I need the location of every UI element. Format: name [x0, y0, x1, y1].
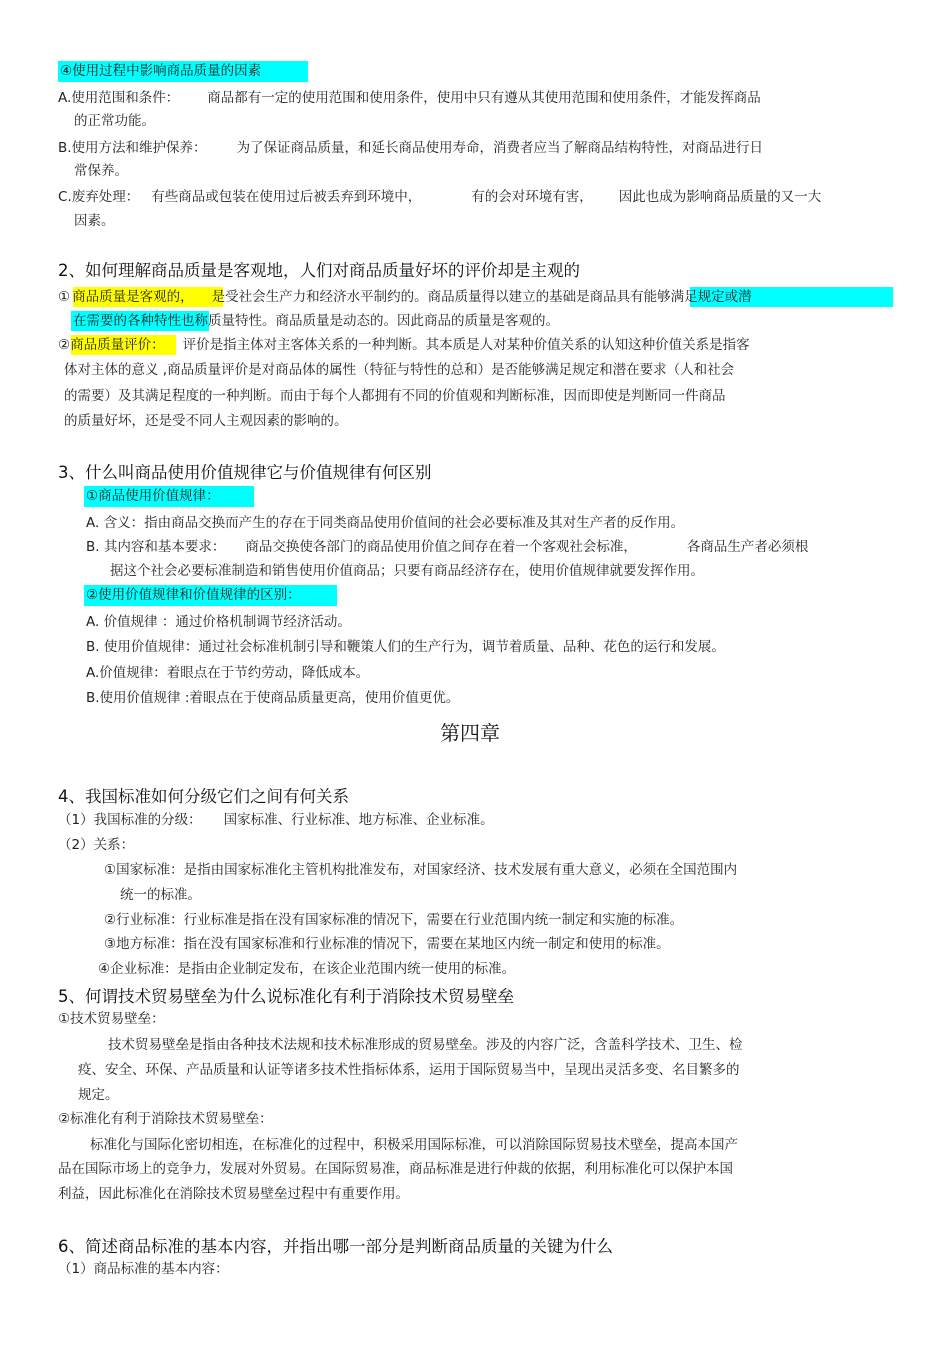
paragraph-line: 的需要）及其满足程度的一种判断。而由于每个人都拥有不同的价值观和判断标准，因而即使是判断同一件商品 [64, 388, 726, 404]
question-4-heading: 4、我国标准如何分级它们之间有何关系 [58, 787, 349, 806]
paragraph-line: 据这个社会必要标准制造和销售使用价值商品；只要有商品经济存在，使用价值规律就要发挥作用。 [110, 563, 704, 579]
paragraph-line: ④企业标准：是指由企业制定发布，在该企业范围内统一使用的标准。 [98, 961, 516, 977]
question-5-heading: 5、何谓技术贸易壁垒为什么说标准化有利于消除技术贸易壁垒 [58, 987, 514, 1006]
paragraph-line: ① 商品质量是客观的， 是受社会生产力和经济水平制约的。商品质量得以建立的基础是商品具有能够满足规定或潜 [58, 289, 752, 305]
paragraph-line: A. 含义：指由商品交换而产生的存在于同类商品使用价值间的社会必要标准及其对生产者的反作用。 [86, 515, 685, 531]
subheading-factors: ④使用过程中影响商品质量的因素 [60, 63, 262, 79]
item-label: A.使用范围和条件： [58, 90, 180, 106]
paragraph-line: 标准化与国际化密切相连，在标准化的过程中，积极采用国际标准，可以消除国际贸易技术壁垒，提高本国产 [90, 1137, 738, 1153]
paragraph-line: 在需要的各种特性也称质量特性。商品质量是动态的。因此商品的质量是客观的。 [73, 313, 559, 329]
question-6-heading: 6、简述商品标准的基本内容，并指出哪一部分是判断商品质量的关键为什么 [58, 1237, 613, 1256]
chapter-title: 第四章 [440, 721, 500, 745]
paragraph-line: 的正常功能。 [74, 113, 155, 129]
paragraph-line: 体对主体的意义 ,商品质量评价是对商品体的属性（特征与特性的总和）是否能够满足规定和潜在要求（人和社会 [64, 362, 735, 378]
paragraph-line: 常保养。 [74, 163, 128, 179]
paragraph-line: 规定。 [78, 1087, 119, 1103]
paragraph-line: 的质量好坏，还是受不同人主观因素的影响的。 [64, 413, 348, 429]
highlighted-term: 商品质量是客观的， [72, 289, 194, 305]
paragraph-line: ②商品质量评价： 评价是指主体对主客体关系的一种判断。其本质是人对某种价值关系的认知这种价值关系是指客 [58, 337, 750, 353]
paragraph-line: ①国家标准：是指由国家标准化主管机构批准发布，对国家经济、技术发展有重大意义，必须在全国范围内 [104, 862, 738, 878]
paragraph-line: ②行业标准：行业标准是指在没有国家标准的情况下，需要在行业范围内统一制定和实施的标准。 [104, 912, 684, 928]
paragraph-line: ③地方标准：指在没有国家标准和行业标准的情况下，需要在某地区内统一制定和使用的标准。 [104, 936, 670, 952]
paragraph-line: B. 使用价值规律：通过社会标准机制引导和鞭策人们的生产行为，调节着质量、品种、花色的运行和发展。 [86, 639, 725, 655]
paragraph-line: 品在国际市场上的竞争力，发展对外贸易。在国际贸易准，商品标准是进行仲裁的依据，利用标准化可以保护本国 [58, 1161, 733, 1177]
paragraph-line: B.使用价值规律 :着眼点在于使商品质量更高，使用价值更优。 [86, 690, 460, 706]
paragraph-line: B. 其内容和基本要求： 商品交换使各部门的商品使用价值之间存在着一个客观社会标准， 各商品生产者必须根 [86, 539, 809, 555]
paragraph-line: 利益，因此标准化在消除技术贸易壁垒过程中有重要作用。 [58, 1186, 409, 1202]
highlighted-term: 商品质量评价： [70, 337, 165, 353]
paragraph-line: 统一的标准。 [120, 887, 201, 903]
paragraph-line: A.使用范围和条件： 商品都有一定的使用范围和使用条件，使用中只有遵从其使用范围和使用条件，才能发挥商品 [58, 90, 761, 106]
item-label: B.使用方法和维护保养： [58, 140, 207, 156]
paragraph-line: A.价值规律：着眼点在于节约劳动，降低成本。 [86, 665, 370, 681]
paragraph-line: C.废弃处理： 有些商品或包装在使用过后被丢弃到环境中， 有的会对环境有害， 因此也成为影响商品质量的又一大 [58, 189, 822, 205]
paragraph-line: （1）我国标准的分级： 国家标准、行业标准、地方标准、企业标准。 [58, 812, 494, 828]
subheading-difference: ②使用价值规律和价值规律的区别： [86, 587, 301, 603]
paragraph-line: 因素。 [74, 213, 115, 229]
paragraph-line: ②标准化有利于消除技术贸易壁垒： [58, 1111, 273, 1127]
question-2-heading: 2、如何理解商品质量是客观地，人们对商品质量好坏的评价却是主观的 [58, 261, 580, 280]
paragraph-line: ①技术贸易壁垒： [58, 1011, 165, 1027]
paragraph-line: （2）关系： [58, 837, 135, 853]
paragraph-line: 疫、安全、环保、产品质量和认证等诸多技术性指标体系，运用于国际贸易当中，呈现出灵活多变、名目繁多的 [78, 1062, 740, 1078]
subheading-use-value-law: ①商品使用价值规律： [86, 488, 220, 504]
paragraph-line: （1）商品标准的基本内容： [58, 1261, 229, 1277]
question-3-heading: 3、什么叫商品使用价值规律它与价值规律有何区别 [58, 463, 432, 482]
paragraph-line: B.使用方法和维护保养： 为了保证商品质量，和延长商品使用寿命，消费者应当了解商品结构特性，对商品进行日 [58, 140, 764, 156]
paragraph-line: A. 价值规律 ：通过价格机制调节经济活动。 [86, 614, 351, 630]
item-label: C.废弃处理： [58, 189, 140, 205]
paragraph-line: 技术贸易壁垒是指由各种技术法规和技术标准形成的贸易壁垒。涉及的内容广泛，含盖科学技术、卫生、检 [108, 1037, 743, 1053]
